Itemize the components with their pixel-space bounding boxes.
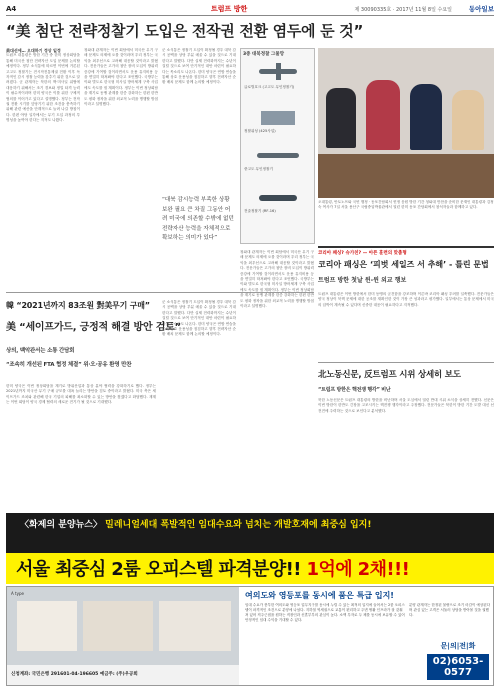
- photo-caption: 오대통령, 안토노프와 국빈 행정 · 동포간담회서 헌정 음원 방한 기간 청와대 만찬을 준비한 문재인 대통령과 김정숙 여사가 7일 서울 용산구 국립중앙박물관에서 열린 한미 동포 간담회에서 참석자들과 함께하고 있다.: [318, 200, 494, 209]
- mid-article-prehead: 韓 “2021년까지 83조원 對美무기 구매”: [6, 301, 150, 310]
- issue-date: 제 30090335호 · 2017년 11월 8일 수요일: [354, 7, 452, 13]
- page-number: A4: [6, 5, 17, 13]
- recon-infographic: [240, 48, 315, 244]
- infographic-item: 중고도 무인정찰기: [244, 167, 273, 171]
- ad-body-text: 임대 수요가 풍부한 여의도와 영등포 업무지구를 동시에 누릴 수 있는 최적의 입지에 들어서는 2룸 오피스텔이 파격적인 조건으로 분양에 나섰다. 지하철 역세권으로 교통이 편리하고 주변 생활 인프라가 잘 갖춰져 있어 직주근접을 원하는 직장인과 신혼부부의 관심이 높다. 소액 투자로 두 채를 동시에 보유할 수 있어 안정적인 임대 수익을 기대할 수 있다.: [245, 603, 405, 622]
- mid-article-headline: 美 “세이프가드, 긍정적 해결 방안 검토”: [6, 322, 181, 333]
- mid-article-body-col-3: 청와대 관계자는 이번 회담에서 미국산 무기 구매 문제도 의제에 오를 것이라며 우리 정부는 국익을 최우선으로 고려해 대응할 것이라고 밝혔다. 전문가들은 고가의 첨단 장비 도입이 방위력 증강에 기여할 것이라면서도 운용 유지비용 등을 면밀히 따져봐야 한다고 조언했다. 국방부는 이와 별도로 한국형 미사일 방어체계 구축 사업에도 속도를 낼 계획이다. 정부는 이번 정상회담을 계기로 동맹 관계를 한층 강화하는 한편 한반도 평화 정착을 위한 외교적 노력을 병행할 방침이라고 설명했다.: [240, 250, 314, 309]
- ad-phone-number[interactable]: 02)6053-0577: [427, 654, 489, 680]
- ad-interior-photo: [7, 587, 239, 665]
- section-title: 트럼프 방한: [211, 5, 248, 13]
- jet-icon: [259, 195, 297, 201]
- ad-footer: 신청계좌: 국민은행 291601-04-196605 예금주: (주)우공희: [7, 665, 239, 685]
- ad-contact-label: 문|의|전|화: [440, 642, 476, 650]
- mid-article-sub-1: 상의, 백악관서는 소통 간담회: [6, 348, 75, 354]
- ad-contact: [427, 641, 489, 680]
- lead-body-1: 트럼프 대통령은 방한 기간 중 한미 정상회담을 통해 미국산 첨단 전략자산 도입 문제를 논의할 예정이다. 정부 소식통에 따르면 이번에 거론된 고고도 정찰기는 전시작전통제권 전환 이후 독자적인 감시 정찰 능력을 갖추기 위한 것으로 알려졌다. 군 관계자는 북한의 핵·미사일 위협에 대응하기 위해서는 조기 경보와 정밀 타격 능력이 필수적이라며 한미 양국은 이를 위한 구체적 협의를 이어가고 있다고 설명했다. 정부는 전작권 전환 시기를 앞당기기 위한 조건을 충족하기 위해 관련 예산을 단계적으로 늘려 나갈 방침이다. 한편 야당 일각에서는 무기 도입 과정의 투명성을 높여야 한다는 지적도 나왔다.: [6, 53, 80, 123]
- ad-subheadline: 여의도와 영등포를 동시에 품은 특급 입지!: [245, 591, 394, 600]
- ad-banner-top: [6, 513, 494, 553]
- room-image: [83, 601, 153, 651]
- satellite-icon: [261, 111, 295, 125]
- room-image: [159, 601, 231, 651]
- column-subtitle: 트럼프 방한 첫날 윈-윈 외교 행보: [318, 277, 407, 284]
- lead-body-3: 군 소식통은 정찰기 도입이 확정될 경우 대북 감시 공백을 상당 부분 메울 수 있을 것으로 기대한다고 말했다. 다만 실제 전력화까지는 수년이 걸릴 것으로 보여 단기적인 대안 마련이 필요하다는 목소리도 나온다. 한미 양국은 연합 연습을 통해 상호 운용성을 점검하고 향후 전략자산 순환 배치 문제도 함께 논의할 예정이다.: [162, 48, 236, 85]
- person-figure: [326, 88, 356, 148]
- aircraft-wing-icon: [276, 63, 281, 80]
- person-figure: [452, 90, 484, 150]
- column-title: 코리아 패싱은 ‘피벗 세일즈 서 추해’ - 틀린 문법: [318, 260, 489, 269]
- bottom-article-headline: 北노동신문, 反트럼프 시위 상세히 보도: [318, 370, 461, 380]
- ad-photo-label: A type: [11, 591, 24, 596]
- pull-quote: “대북 감시능력 부족한 상황 보완 필요 큰 차질 그동안 어려 미국에 의존할 수밖에 없던 전략자산 능력을 자체적으로 확보하는 의미가 있다”: [162, 197, 234, 241]
- ad-banner-text: [20, 517, 371, 530]
- news-photo: [318, 48, 494, 198]
- person-figure: [366, 80, 400, 150]
- lead-byline: 美대선에… 오대하기 정상 일정: [6, 48, 61, 53]
- mid-article-body-col-2: 군 소식통은 정찰기 도입이 확정될 경우 대북 감시 공백을 상당 부분 메울 수 있을 것으로 기대한다고 말했다. 다만 실제 전력화까지는 수년이 걸릴 것으로 보여 단기적인 대안 마련이 필요하다는 목소리도 나온다. 한미 양국은 연합 연습을 통해 상호 운용성을 점검하고 향후 전략자산 순환 배치 문제도 함께 논의할 예정이다.: [162, 300, 236, 337]
- infographic-item: 정찰위성 (425사업): [244, 129, 276, 133]
- masthead: [6, 4, 494, 16]
- ad-body-text-2: 분양 관계자는 한정된 물량으로 조기 마감이 예상된다며 관심 있는 고객은 서둘러 상담을 받아볼 것을 권했다.: [409, 603, 491, 617]
- ad-headline-bar: [6, 553, 494, 584]
- main-headline: “美 첨단 전략정찰기 도입은 전작권 전환 염두에 둔 것”: [6, 22, 363, 40]
- person-figure: [410, 84, 442, 150]
- lead-article-col-3: [162, 48, 236, 192]
- ad-headline-main: 서울 최중심 2룸 오피스텔 파격분양!!: [16, 559, 307, 580]
- infographic-title: 3중 대북정찰 그물망: [243, 52, 285, 57]
- column-box: [318, 246, 494, 358]
- infographic-item: 전술정찰기 (RF-16): [244, 209, 276, 213]
- drone-icon: [257, 153, 299, 158]
- bottom-article-body: 북한 노동신문은 트럼프 대통령의 방한을 비난하며 서울 도심에서 열린 반대 시위 소식을 상세히 전했다. 신문은 이번 방한이 한반도 긴장을 고조시키는 핵전쟁 행각이라고 주장했다. 전문가들은 북한이 방한 기간 도발 대신 선전전에 주력하는 것으로 보인다고 분석했다.: [318, 398, 494, 413]
- ad-banner-highlight: 밀레니얼세대 폭발적인 임대수요와 넘치는 개발호재에 최중심 입지!: [105, 520, 372, 530]
- divider: [318, 362, 494, 363]
- infographic-item: 글로벌호크 (고고도 무인정찰기): [244, 85, 295, 89]
- ad-body: [6, 586, 494, 686]
- lead-article-col-1: [6, 48, 80, 288]
- bottom-article-sub: “트럼프 방한은 핵전쟁 행각” 비난: [318, 387, 391, 393]
- ad-headline: [16, 555, 409, 581]
- mid-article-sub-2: “조속히 개선된 FTA 협정 체결” 위·오·공유 환영 만찬: [6, 362, 132, 368]
- lead-body-2: 청와대 관계자는 이번 회담에서 미국산 무기 구매 문제도 의제에 오를 것이라며 우리 정부는 국익을 최우선으로 고려해 대응할 것이라고 밝혔다. 전문가들은 고가의 첨단 장비 도입이 방위력 증강에 기여할 것이라면서도 운용 유지비용 등을 면밀히 따져봐야 한다고 조언했다. 국방부는 이와 별도로 한국형 미사일 방어체계 구축 사업에도 속도를 낼 계획이다. 정부는 이번 정상회담을 계기로 동맹 관계를 한층 강화하는 한편 한반도 평화 정착을 위한 외교적 노력을 병행할 방침이라고 설명했다.: [84, 48, 158, 107]
- ad-headline-price: 1억에 2채!!!: [306, 559, 410, 580]
- lead-article-col-2: [84, 48, 158, 288]
- mid-article-body: 한미 양국은 이번 정상회담을 계기로 방위산업과 통상 분야 협력을 강화하기로 했다. 정부는 2021년까지 미국산 무기 구매 규모를 대폭 늘리는 방안을 검토 중이라고 밝혔다. 미국 측은 세이프가드 조치와 관련해 한국 기업의 피해를 최소화할 수 있는 방안을 찾겠다고 화답했다. 재계는 이번 회담이 양국 경제 협력의 새로운 전기가 될 것으로 기대했다.: [6, 384, 156, 405]
- newspaper-name: 동아일보: [468, 5, 494, 13]
- column-body: 트럼프 대통령은 이번 방한에서 한미 동맹의 굳건함을 강조하며 이른바 코리아 패싱 우려를 일축했다. 전문가들은 양국 정상이 북핵 문제에 대한 공조를 재확인한 것이 가장 큰 성과라고 평가했다. 일부에서는 통상 문제에서 미국의 압박이 계속될 수 있다며 신중한 대응이 필요하다고 지적했다.: [318, 292, 494, 307]
- column-tag: 코리아 패싱? 슈가친? — 아픈 훈련의 맞춤형: [318, 251, 407, 256]
- ad-banner-tag: 〈화제의 분양뉴스〉: [20, 520, 102, 530]
- stage-area: [318, 154, 494, 198]
- room-image: [17, 601, 77, 651]
